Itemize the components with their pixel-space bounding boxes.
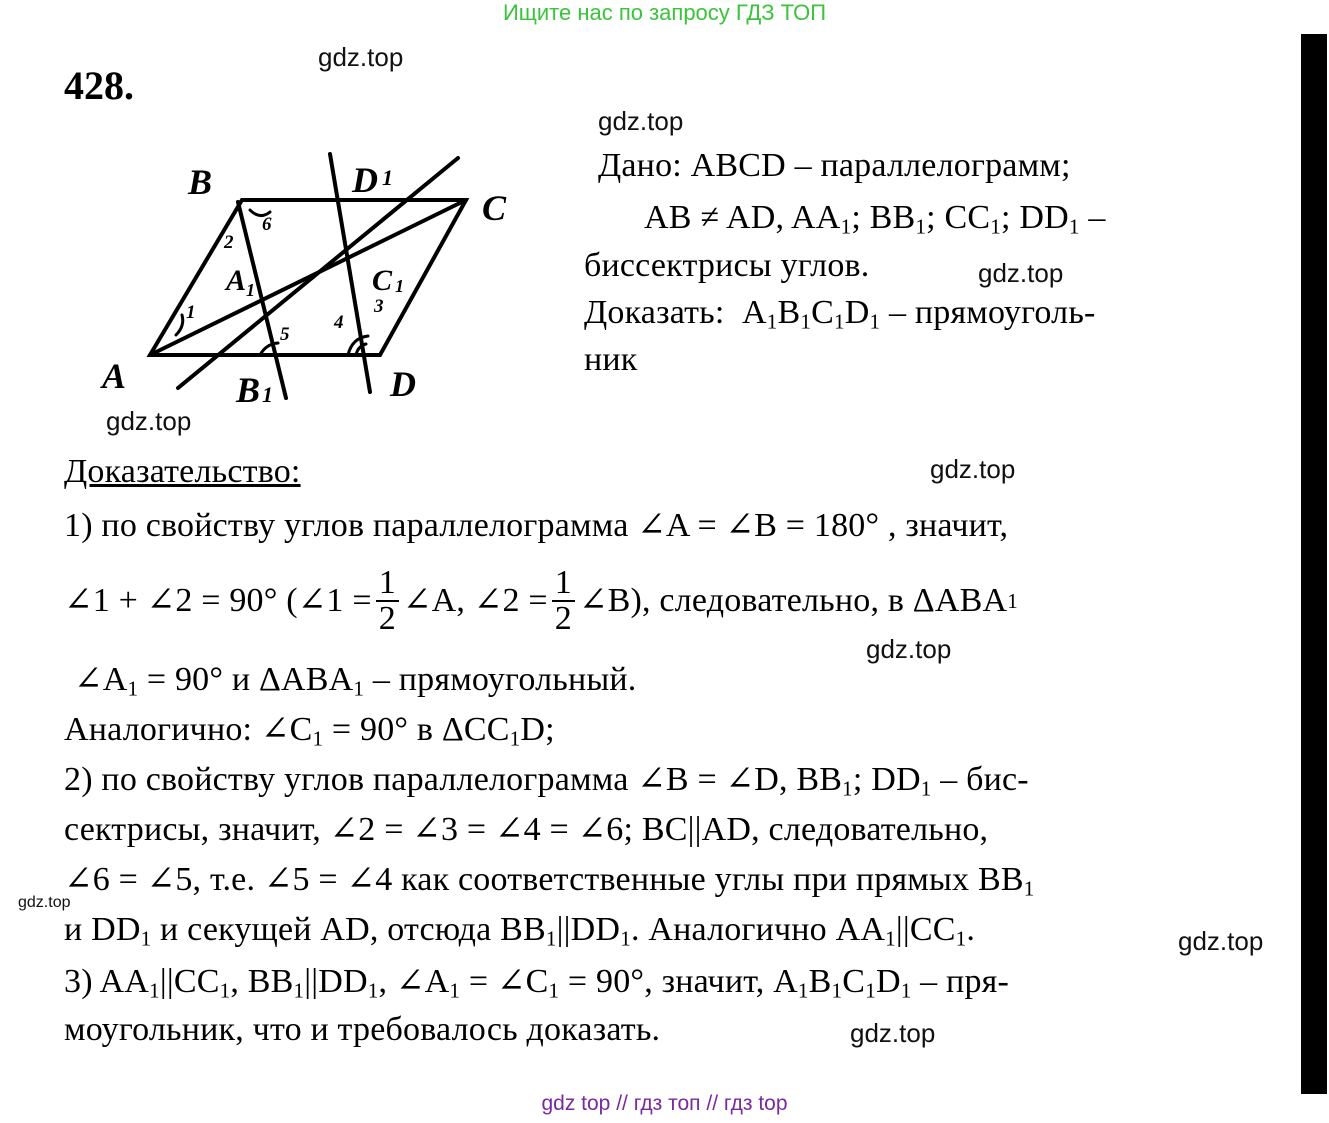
prove-line-2: ник bbox=[584, 341, 638, 378]
footer-links: gdz top // гдз топ // гдз top bbox=[541, 1092, 788, 1115]
proof-line-6: сектрисы, значит, ∠2 = ∠3 = ∠4 = ∠6; BC||AD, следовательно, bbox=[64, 811, 989, 848]
angle-num-1: 1 bbox=[186, 302, 196, 323]
scan-edge-bar bbox=[1301, 34, 1327, 1094]
proof-line-8: и $DD_1$ и секущей AD, отсюда $BB_1||DD_1$. Аналогично $AA_1||CC_1$. bbox=[64, 911, 976, 951]
label-D: D bbox=[390, 364, 416, 404]
prove-line-1: Доказать: $A_1B_1C_1D_1$ – прямоуголь- bbox=[584, 294, 1096, 334]
proof-line-9: 3) $AA_1||CC_1$, $BB_1||DD_1$, $\angle A_1$ = $\angle C_1 = 90^\circ$, значит, $A_1B_1C_1D_1 - пря-$ bbox=[64, 963, 1010, 1003]
proof-line-10: моугольник, что и требовалось доказать. bbox=[64, 1011, 661, 1048]
watermark: gdz.top bbox=[598, 106, 684, 136]
fraction-half: $\frac{1}{2}$ bbox=[552, 566, 575, 636]
watermark: gdz.top bbox=[866, 634, 952, 664]
top-banner: Ищите нас по запросу ГДЗ ТОП bbox=[502, 0, 827, 25]
proof-line-2: ∠1 + ∠2 = 90° (∠1 = $\frac{1}{2}$ ∠A, ∠2 = $\frac{1}{2}$ ∠B), следовательно, в ΔABA 1 bbox=[64, 564, 1019, 637]
given-line-2: AB ≠ AD, $AA_1$; $BB_1$; $CC_1$; $DD_1$ – bbox=[644, 199, 1106, 239]
given-line-1: Дано: ABCD – параллелограмм; bbox=[598, 147, 1071, 184]
label-C1-sub: 1 bbox=[395, 276, 404, 296]
proof-line-7: ∠6 = ∠5, т.е. ∠5 = ∠4 как соответственные углы при прямых $BB_1$ bbox=[64, 861, 1035, 901]
label-B1: B bbox=[236, 370, 261, 410]
proof-line-3: $\angle A_1 = 90^\circ$ и $\Delta ABA_1$ – прямоугольный. bbox=[74, 661, 637, 701]
angle-num-3: 3 bbox=[374, 296, 384, 317]
watermark: gdz.top bbox=[930, 454, 1016, 484]
problem-number: 428. bbox=[64, 63, 134, 108]
proof-line-5: 2) по свойству углов параллелограмма ∠B = ∠D, $BB_1$; $DD_1 - бис-$ bbox=[64, 761, 1029, 801]
watermark: gdz.top bbox=[978, 258, 1064, 288]
label-A1: A bbox=[226, 264, 247, 297]
watermark: gdz.top bbox=[850, 1018, 936, 1048]
angle-num-4: 4 bbox=[334, 312, 344, 333]
given-line-3: биссектрисы углов. bbox=[584, 247, 870, 284]
watermark: gdz.top bbox=[18, 894, 71, 911]
label-C: C bbox=[482, 188, 507, 228]
label-B1-sub: 1 bbox=[262, 382, 273, 407]
angle-num-5: 5 bbox=[280, 324, 290, 345]
watermark: gdz.top bbox=[106, 406, 192, 436]
fraction-half: $\frac{1}{2}$ bbox=[376, 566, 399, 636]
angle-num-6: 6 bbox=[262, 214, 272, 235]
parallelogram-figure bbox=[90, 140, 510, 420]
label-A1-sub: 1 bbox=[246, 280, 255, 300]
label-D1: D bbox=[352, 160, 378, 200]
proof-line-4: Аналогично: $\angle C_1 = 90^\circ$ в $\Delta CC_1D$; bbox=[64, 711, 555, 751]
watermark: gdz.top bbox=[318, 42, 404, 72]
label-C1: C bbox=[372, 264, 393, 297]
angle-arc-1 bbox=[176, 315, 183, 335]
proof-heading: Доказательство: bbox=[64, 453, 301, 490]
proof-line-1: 1) по свойству углов параллелограмма ∠A = ∠B = 180° , значит, bbox=[64, 507, 1009, 544]
watermark: gdz.top bbox=[1178, 926, 1264, 956]
label-B: B bbox=[188, 162, 213, 202]
angle-num-2: 2 bbox=[224, 232, 234, 253]
label-D1-sub: 1 bbox=[382, 165, 393, 190]
label-A: A bbox=[102, 356, 127, 396]
